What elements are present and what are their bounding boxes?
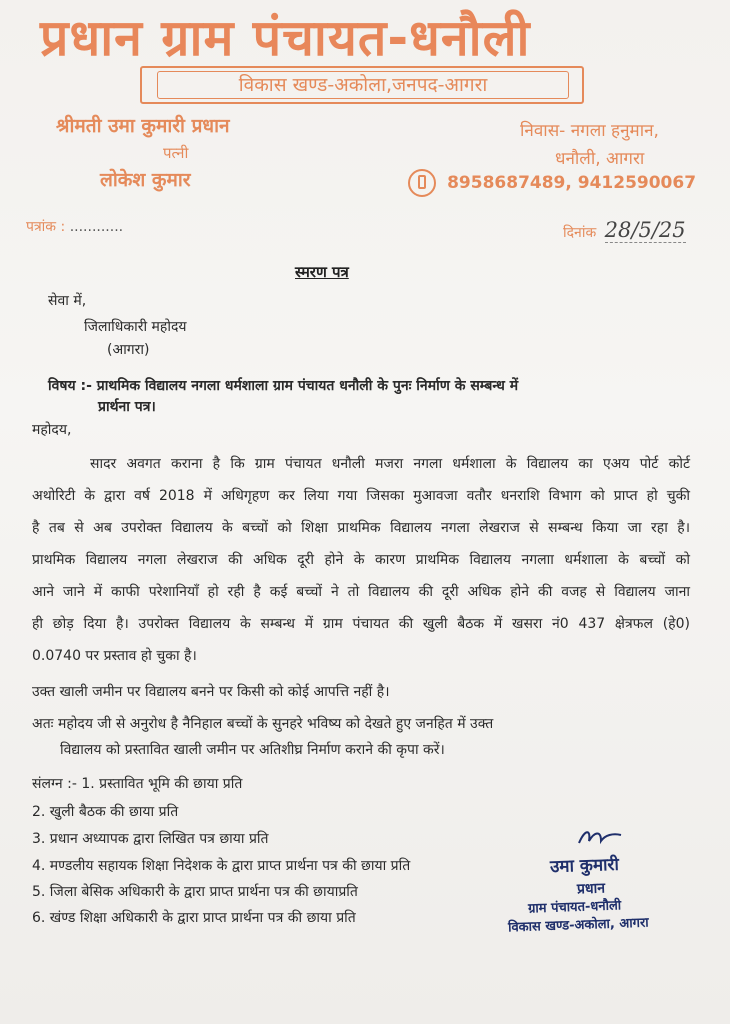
enclosure-item: 4. मण्डलीय सहायक शिक्षा निदेशक के द्वारा प्राप्त प्रार्थना पत्र की छाया प्रति xyxy=(32,858,411,874)
relation-label: पत्नी xyxy=(163,144,189,162)
husband-name: लोकेश कुमार xyxy=(100,169,191,191)
letterhead-block: विकास खण्ड-अकोला,जनपद-आगरा xyxy=(157,71,569,99)
salutation-to: सेवा में, xyxy=(48,293,87,309)
enclosures-row-1 xyxy=(32,774,242,793)
enclosure-item: 6. खंण्ड शिक्षा अधिकारी के द्वारा प्राप्त प्रार्थना पत्र की छाया प्रति xyxy=(32,910,356,926)
reference-number xyxy=(26,217,123,236)
phone-icon xyxy=(408,169,436,197)
residence-line-1: निवास- नगला हनुमान, xyxy=(520,121,659,141)
para2: उक्त खाली जमीन पर विद्यालय बनने पर किसी को कोई आपत्ति नहीं है। xyxy=(32,684,390,700)
para1-line-4: प्राथमिक विद्यालय नगला लेखराज की अधिक दूरी होने के कारण प्राथमिक विद्यालय नगलाा धर्मशाला के बच्चों को xyxy=(32,552,690,568)
para1-line-3: है तब से अब उपरोक्त विद्यालय के बच्चों को शिक्षा प्राथमिक विद्यालय नगला लेखराज से सम्बन्ध किया जा रहा है। xyxy=(32,520,690,536)
para3-line-1: अतः महोदय जी से अनुरोध है नैनिहाल बच्चों के सुनहरे भविष्य को देखते हुए जनहित में उक्त xyxy=(32,716,494,732)
pradhan-name: श्रीमती उमा कुमारी प्रधान xyxy=(56,115,230,137)
para1-line-6: ही छोड़ दिया है। उपरोक्त विद्यालय के सम्बन्ध में ग्राम पंचायत की खुली बैठक में खसरा नं0 437 क्षेत्रफल (हे0) xyxy=(32,616,690,632)
para3-line-2: विद्यालय को प्रस्तावित खाली जमीन पर अतिशीघ्र निर्माण कराने की कृपा करें। xyxy=(60,742,445,758)
signatory-post: प्रधान xyxy=(576,880,606,898)
phone-numbers: 8958687489, 9412590067 xyxy=(447,173,697,193)
subject-line-2: प्रार्थना पत्र। xyxy=(98,399,156,415)
addressee-place: (आगरा) xyxy=(107,342,150,358)
enclosure-item: 5. जिला बेसिक अधिकारी के द्वारा प्राप्त प्रार्थना पत्र की छायाप्रति xyxy=(32,884,358,900)
greeting: महोदय, xyxy=(32,422,72,438)
signatory-panchayat: ग्राम पंचायत-धनौली xyxy=(527,898,622,917)
handwritten-signature xyxy=(575,825,625,851)
para1-line-7: 0.0740 पर प्रस्ताव हो चुका है। xyxy=(32,648,197,664)
handwritten-date: 28/5/25 xyxy=(604,218,686,242)
signatory-block: विकास खण्ड-अकोला, आगरा xyxy=(507,915,649,936)
enclosure-item: 3. प्रधान अध्यापक द्वारा लिखित पत्र छाया प्रति xyxy=(32,831,269,847)
residence-line-2: धनौली, आगरा xyxy=(555,149,645,169)
enclosure-item: 2. खुली बैठक की छाया प्रति xyxy=(32,804,179,820)
para1-line-1: सादर अवगत कराना है कि ग्राम पंचायत धनौली मजरा नगला धर्मशाला के विद्यालय का एअय पोर्ट कोर्ट xyxy=(90,456,690,472)
enclosures-label: संलग्न :- xyxy=(32,776,77,792)
letterhead-title: प्रधान ग्राम पंचायत-धनौली xyxy=(40,9,531,67)
para1-line-5: आने जाने में काफी परेशानियाँ हो रही है कई बच्चों ने तो विद्यालय की दूरी अधिक होने की वजह से विद्यालय जाना xyxy=(32,584,690,600)
patrank-label: पत्रांक : xyxy=(26,219,66,235)
para1-line-2: अथोरिटी के द्वारा वर्ष 2018 में अधिगृहण कर लिया गया जिसका मुआवजा वतौर धनराशि विभाग को प्राप्त हो चुकी xyxy=(32,488,690,504)
patrank-value: ............ xyxy=(69,219,124,235)
addressee: जिलाधिकारी महोदय xyxy=(84,319,187,335)
signatory-name: उमा कुमारी xyxy=(549,854,620,878)
contact-phones xyxy=(408,169,696,197)
letter-heading: स्मरण पत्र xyxy=(295,263,349,281)
dinank-label: दिनांक xyxy=(563,225,597,241)
enclosure-item: 1. प्रस्तावित भूमि की छाया प्रति xyxy=(81,776,243,792)
subject-line-1: विषय :- प्राथमिक विद्यालय नगला धर्मशाला ग्राम पंचायत धनौली के पुनः निर्माण के सम्बन्ध में xyxy=(48,378,519,394)
date-field xyxy=(563,218,686,243)
